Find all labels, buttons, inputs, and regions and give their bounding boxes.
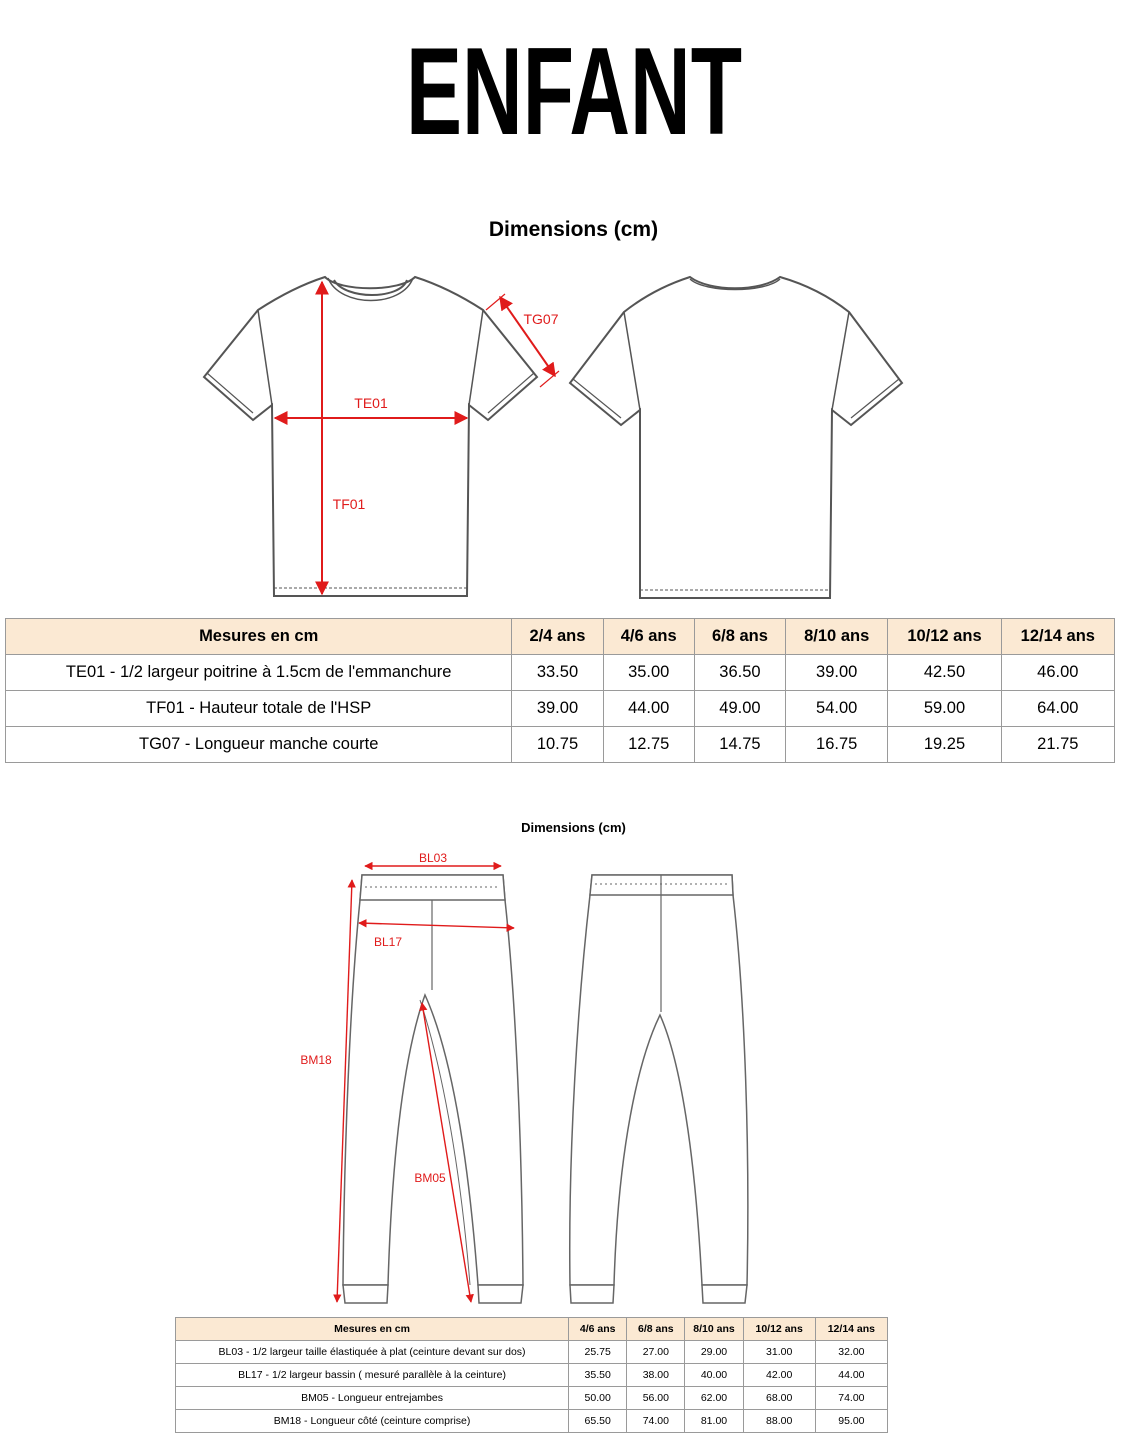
table-cell: 16.75 xyxy=(786,727,888,763)
table-cell: 74.00 xyxy=(627,1410,685,1433)
table-cell: 31.00 xyxy=(743,1341,815,1364)
table-cell: 40.00 xyxy=(685,1364,743,1387)
table-cell: 44.00 xyxy=(603,691,694,727)
tf01-label: TF01 xyxy=(332,496,366,512)
table-cell: 33.50 xyxy=(512,655,603,691)
table-cell: 56.00 xyxy=(627,1387,685,1410)
header-cell: 6/8 ans xyxy=(694,619,785,655)
table-cell: 42.50 xyxy=(888,655,1001,691)
table-cell: 36.50 xyxy=(694,655,785,691)
header-cell: 12/14 ans xyxy=(1001,619,1114,655)
table-cell: 14.75 xyxy=(694,727,785,763)
tshirt-front xyxy=(204,277,537,596)
tshirt-diagram xyxy=(0,260,1147,610)
table-cell: 19.25 xyxy=(888,727,1001,763)
table-cell: BM05 - Longueur entrejambes xyxy=(176,1387,569,1410)
table-cell: 68.00 xyxy=(743,1387,815,1410)
bl03-label: BL03 xyxy=(418,851,448,865)
table-row xyxy=(6,691,1115,727)
table-cell: 38.00 xyxy=(627,1364,685,1387)
table-cell: 21.75 xyxy=(1001,727,1114,763)
table-cell: 35.50 xyxy=(569,1364,627,1387)
table-cell: 74.00 xyxy=(815,1387,887,1410)
table-cell: 46.00 xyxy=(1001,655,1114,691)
table-cell: 88.00 xyxy=(743,1410,815,1433)
table-header-row xyxy=(176,1318,888,1341)
bl17-label: BL17 xyxy=(373,935,403,949)
table-cell: BL17 - 1/2 largeur bassin ( mesuré parallèle à la ceinture) xyxy=(176,1364,569,1387)
header-cell: Mesures en cm xyxy=(176,1318,569,1341)
table-cell: 12.75 xyxy=(603,727,694,763)
table-cell: 42.00 xyxy=(743,1364,815,1387)
table-cell: 64.00 xyxy=(1001,691,1114,727)
table-cell: 29.00 xyxy=(685,1341,743,1364)
header-cell: 10/12 ans xyxy=(743,1318,815,1341)
header-cell: 8/10 ans xyxy=(786,619,888,655)
table-row xyxy=(6,727,1115,763)
table-cell: 35.00 xyxy=(603,655,694,691)
table-cell: 10.75 xyxy=(512,727,603,763)
table-cell: 39.00 xyxy=(786,655,888,691)
table-cell: 54.00 xyxy=(786,691,888,727)
header-cell: 2/4 ans xyxy=(512,619,603,655)
table-cell: BM18 - Longueur côté (ceinture comprise) xyxy=(176,1410,569,1433)
table-header-row xyxy=(6,619,1115,655)
table-cell: BL03 - 1/2 largeur taille élastiquée à plat (ceinture devant sur dos) xyxy=(176,1341,569,1364)
table-cell: 32.00 xyxy=(815,1341,887,1364)
table-cell: TG07 - Longueur manche courte xyxy=(6,727,512,763)
te01-label: TE01 xyxy=(354,395,388,411)
bm18-label: BM18 xyxy=(300,1053,332,1067)
page-title-block xyxy=(0,23,1147,161)
table-row xyxy=(6,655,1115,691)
table-cell: 44.00 xyxy=(815,1364,887,1387)
table-cell: 59.00 xyxy=(888,691,1001,727)
tshirt-size-table xyxy=(5,618,1115,763)
table-cell: 95.00 xyxy=(815,1410,887,1433)
header-cell: 4/6 ans xyxy=(603,619,694,655)
table-cell: 39.00 xyxy=(512,691,603,727)
enfant-logo xyxy=(394,23,754,161)
table-cell: 62.00 xyxy=(685,1387,743,1410)
table-row xyxy=(176,1341,888,1364)
header-cell: 8/10 ans xyxy=(685,1318,743,1341)
pants-section-title: Dimensions (cm) xyxy=(521,820,626,835)
header-cell: Mesures en cm xyxy=(6,619,512,655)
header-cell: 12/14 ans xyxy=(815,1318,887,1341)
table-row xyxy=(176,1364,888,1387)
pants-front xyxy=(343,875,523,1303)
table-cell: 49.00 xyxy=(694,691,785,727)
header-cell: 10/12 ans xyxy=(888,619,1001,655)
tshirt-back xyxy=(570,277,902,598)
table-cell: TF01 - Hauteur totale de l'HSP xyxy=(6,691,512,727)
tshirt-section-title: Dimensions (cm) xyxy=(488,218,659,241)
table-cell: 65.50 xyxy=(569,1410,627,1433)
table-cell: 50.00 xyxy=(569,1387,627,1410)
tg07-label: TG07 xyxy=(523,311,559,327)
bm05-label: BM05 xyxy=(414,1171,446,1185)
header-cell: 6/8 ans xyxy=(627,1318,685,1341)
pants-back xyxy=(570,875,748,1303)
table-row xyxy=(176,1410,888,1433)
table-cell: 25.75 xyxy=(569,1341,627,1364)
table-cell: TE01 - 1/2 largeur poitrine à 1.5cm de l'emmanchure xyxy=(6,655,512,691)
table-row xyxy=(176,1387,888,1410)
table-cell: 27.00 xyxy=(627,1341,685,1364)
pants-diagram xyxy=(0,845,1147,1313)
pants-size-table xyxy=(175,1317,888,1433)
header-cell: 4/6 ans xyxy=(569,1318,627,1341)
page-title: ENFANT xyxy=(405,23,742,161)
table-cell: 81.00 xyxy=(685,1410,743,1433)
